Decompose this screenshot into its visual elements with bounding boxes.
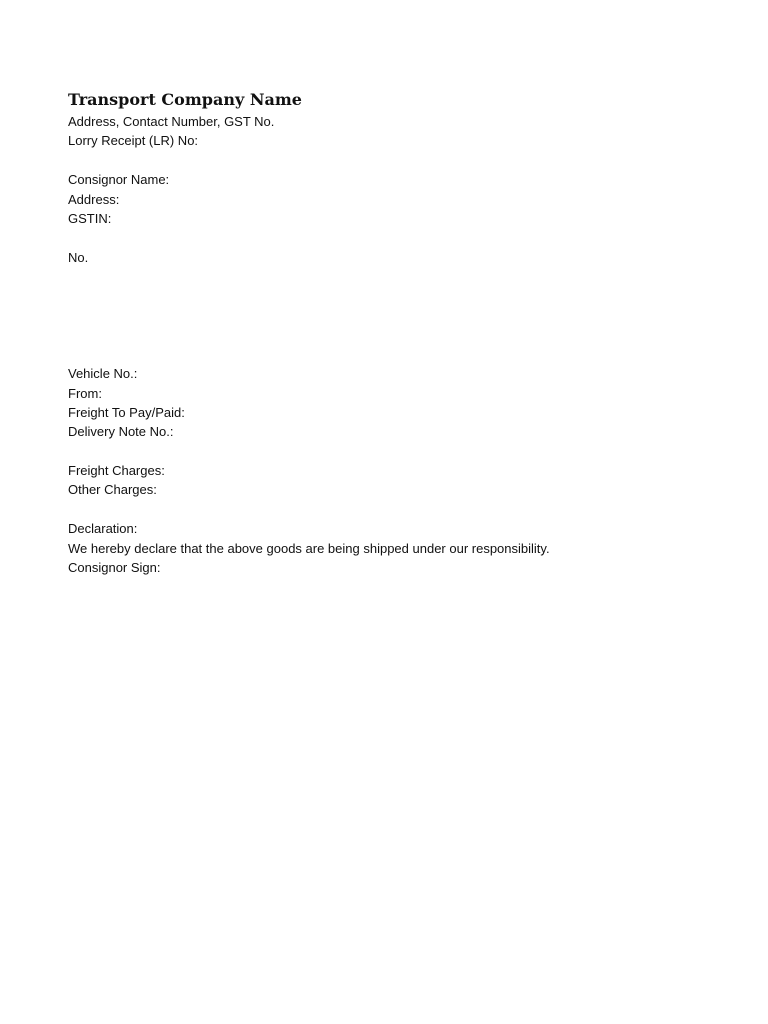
consignor-gstin-label: GSTIN:	[68, 210, 112, 226]
consignor-address-label: Address:	[68, 191, 120, 207]
declaration-heading: Declaration:	[68, 521, 138, 537]
goods-number-label: No.	[68, 249, 89, 265]
spacer	[68, 500, 708, 519]
spacer	[68, 228, 708, 247]
goods-section-blank	[68, 267, 708, 364]
freight-charges-label: Freight Charges:	[68, 463, 165, 479]
consignor-sign-label: Consignor Sign:	[68, 560, 161, 576]
other-charges-label: Other Charges:	[68, 482, 157, 498]
from-label: From:	[68, 385, 102, 401]
freight-mode-label: Freight To Pay/Paid:	[68, 404, 185, 420]
delivery-note-label: Delivery Note No.:	[68, 424, 174, 440]
spacer	[68, 151, 708, 170]
company-details-line: Address, Contact Number, GST No.	[68, 114, 275, 129]
lorry-receipt-content	[68, 88, 708, 577]
company-name-heading: Transport Company Name	[68, 90, 302, 109]
consignor-name-label: Consignor Name:	[68, 172, 170, 188]
lr-number-label: Lorry Receipt (LR) No:	[68, 133, 199, 149]
spacer	[68, 442, 708, 461]
vehicle-number-label: Vehicle No.:	[68, 366, 138, 382]
declaration-text: We hereby declare that the above goods are being shipped under our responsibility.	[68, 540, 550, 556]
